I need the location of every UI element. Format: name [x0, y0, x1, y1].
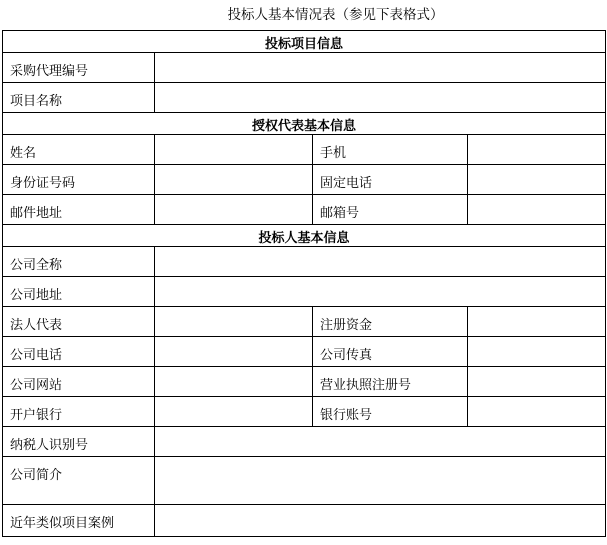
row-agent-number [3, 53, 606, 83]
row-mailaddress-email [3, 195, 606, 225]
section-header-project-info: 投标项目信息 [3, 31, 606, 53]
value-company-fax [468, 337, 606, 367]
value-registered-capital [468, 307, 606, 337]
value-company-website [155, 367, 313, 397]
label-bank-account: 银行账号 [313, 397, 468, 427]
label-company-address: 公司地址 [3, 277, 155, 307]
label-company-profile: 公司简介 [3, 457, 155, 505]
value-legal-representative [155, 307, 313, 337]
value-email [468, 195, 606, 225]
label-email: 邮箱号 [313, 195, 468, 225]
value-bank-account [468, 397, 606, 427]
row-phone-fax [3, 337, 606, 367]
value-company-phone [155, 337, 313, 367]
label-business-license-number: 营业执照注册号 [313, 367, 468, 397]
value-company-address [155, 277, 606, 307]
label-registered-capital: 注册资金 [313, 307, 468, 337]
row-website-license [3, 367, 606, 397]
label-project-name: 项目名称 [3, 83, 155, 113]
value-name [155, 135, 313, 165]
label-company-fax: 公司传真 [313, 337, 468, 367]
label-company-fullname: 公司全称 [3, 247, 155, 277]
label-mobile: 手机 [313, 135, 468, 165]
section-header-row-representative [3, 113, 606, 135]
value-project-name [155, 83, 606, 113]
section-header-bidder: 投标人基本信息 [3, 225, 606, 247]
section-header-representative: 授权代表基本信息 [3, 113, 606, 135]
value-business-license-number [468, 367, 606, 397]
value-company-profile [155, 457, 606, 505]
label-deposit-bank: 开户银行 [3, 397, 155, 427]
bidder-info-table [2, 30, 606, 537]
value-mobile [468, 135, 606, 165]
label-name: 姓名 [3, 135, 155, 165]
row-similar-project-cases [3, 505, 606, 537]
label-similar-project-cases: 近年类似项目案例 [3, 505, 155, 537]
row-company-fullname [3, 247, 606, 277]
label-taxpayer-id: 纳税人识别号 [3, 427, 155, 457]
label-company-phone: 公司电话 [3, 337, 155, 367]
section-header-row-project-info [3, 31, 606, 53]
label-legal-representative: 法人代表 [3, 307, 155, 337]
row-project-name [3, 83, 606, 113]
value-company-fullname [155, 247, 606, 277]
value-idcard [155, 165, 313, 195]
page-title: 投标人基本情况表（参见下表格式） [227, 7, 444, 22]
label-landline: 固定电话 [313, 165, 468, 195]
row-name-mobile [3, 135, 606, 165]
document-page [0, 7, 607, 537]
row-company-profile [3, 457, 606, 505]
value-agent-number [155, 53, 606, 83]
value-landline [468, 165, 606, 195]
label-agent-number: 采购代理编号 [3, 53, 155, 83]
value-taxpayer-id [155, 427, 606, 457]
row-company-address [3, 277, 606, 307]
value-similar-project-cases [155, 505, 606, 537]
row-bank-account [3, 397, 606, 427]
row-idcard-landline [3, 165, 606, 195]
label-idcard: 身份证号码 [3, 165, 155, 195]
row-legalrep-capital [3, 307, 606, 337]
section-header-row-bidder [3, 225, 606, 247]
value-deposit-bank [155, 397, 313, 427]
value-mail-address [155, 195, 313, 225]
label-company-website: 公司网站 [3, 367, 155, 397]
row-taxpayer-id [3, 427, 606, 457]
label-mail-address: 邮件地址 [3, 195, 155, 225]
